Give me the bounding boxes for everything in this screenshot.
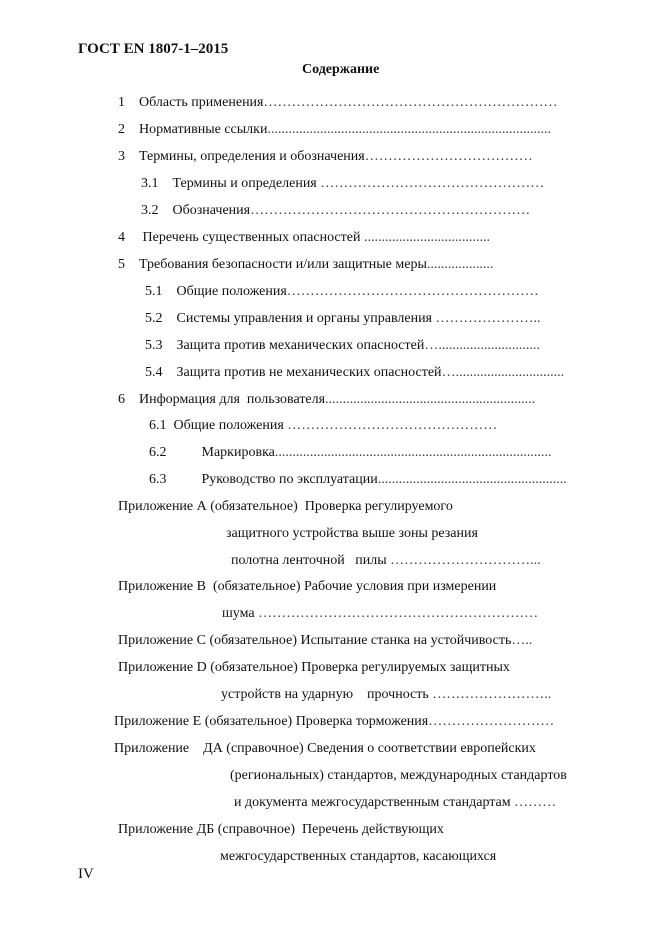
toc-leader: ….. [511, 633, 533, 648]
toc-entry[interactable] [118, 393, 535, 407]
toc-entry-text: 5 Требования безопасности и/или защитные меры [118, 257, 427, 272]
toc-entry[interactable] [226, 527, 478, 541]
toc-entry[interactable] [145, 366, 564, 380]
toc-leader: ................... [426, 257, 494, 272]
toc-leader: ............................................................................... [274, 445, 552, 460]
toc-leader: …………………………... [386, 553, 541, 568]
toc-entry[interactable] [118, 580, 496, 594]
toc-leader: …………………………………………………… [254, 606, 539, 621]
toc-entry-text: Приложение А (обязательное) Проверка регулируемого [118, 499, 453, 514]
toc-entry[interactable] [222, 607, 538, 621]
toc-leader: .................................... [360, 230, 490, 245]
toc-entry[interactable] [149, 446, 551, 460]
toc-entry-text: полотна ленточной пилы [231, 553, 387, 568]
toc-entry[interactable] [231, 554, 541, 568]
toc-entry-text: межгосударственных стандартов, касающихся [220, 849, 497, 864]
toc-entry[interactable] [230, 769, 567, 783]
toc-entry-text: 5.4 Защита против не механических опасностей [145, 365, 442, 380]
toc-entry[interactable] [118, 823, 444, 837]
toc-entry[interactable] [118, 150, 533, 164]
toc-entry-text: 5.3 Защита против механических опасностей [145, 338, 425, 353]
toc-leader: ………………………………………… [316, 176, 545, 191]
toc-entry[interactable] [114, 715, 554, 729]
toc-leader: ……… [510, 795, 557, 810]
toc-entry-text: 6 Информация для пользователя [118, 392, 326, 407]
toc-entry-text: 3.2 Обозначения [141, 203, 251, 218]
toc-leader: ……………………………………………………… [263, 95, 558, 110]
toc-entry-text: Приложение D (обязательное) Проверка регулируемых защитных [118, 660, 510, 675]
toc-leader: ............................................................ [325, 392, 536, 407]
toc-entry-text: 4 Перечень существенных опасностей [118, 230, 361, 245]
toc-entry-text: 6.1 Общие положения [149, 418, 284, 433]
toc-entry-text: Приложение В (обязательное) Рабочие условия при измерении [118, 579, 497, 594]
toc-entry[interactable] [114, 742, 536, 756]
toc-leader: …………………………………………………… [250, 203, 531, 218]
toc-entry[interactable] [118, 258, 493, 272]
toc-entry-text: защитного устройства выше зоны резания [226, 526, 478, 541]
toc-entry-text: 5.2 Системы управления и органы управления [145, 311, 432, 326]
page-number: IV [78, 866, 94, 882]
toc-entry-text: Приложение ДА (справочное) Сведения о соответствии европейских [114, 741, 536, 756]
toc-entry[interactable] [141, 204, 530, 218]
toc-entry-text: Приложение С (обязательное) Испытание станка на устойчивость [118, 633, 512, 648]
toc-entry-text: 3.1 Термины и определения [141, 176, 317, 191]
toc-entry[interactable] [118, 500, 453, 514]
toc-leader: ……………………………………………… [286, 284, 539, 299]
toc-entry[interactable] [141, 177, 544, 191]
toc-leader: …………………….. [428, 687, 552, 702]
toc-entry[interactable] [221, 688, 551, 702]
toc-entry-text: 2 Нормативные ссылки [118, 122, 268, 137]
toc-leader: ……………………………………… [283, 418, 498, 433]
toc-entry-text: 6.2 Маркировка [149, 445, 275, 460]
toc-leader: ................................................................................. [267, 122, 551, 137]
toc-entry[interactable] [220, 850, 496, 864]
toc-leader: ……………………………… [364, 149, 533, 164]
toc-leader: …............................. [424, 338, 540, 353]
toc-entry-text: 1 Область применения [118, 95, 264, 110]
toc-leader: ……………………… [428, 714, 555, 729]
toc-entry[interactable] [118, 96, 558, 110]
toc-leader: ………………….. [432, 311, 541, 326]
toc-entry-text: (региональных) стандартов, международных стандартов [230, 768, 567, 783]
toc-entry-text: 5.1 Общие положения [145, 284, 287, 299]
toc-leader: …............................... [441, 365, 565, 380]
toc-entry[interactable] [145, 285, 539, 299]
toc-leader: ...................................................... [377, 472, 567, 487]
toc-entry-text: и документа межгосударственным стандартам [234, 795, 511, 810]
toc-entry-text: шума [222, 606, 255, 621]
toc-entry-text: 6.3 Руководство по эксплуатации [149, 472, 378, 487]
toc-entry-text: Приложение Е (обязательное) Проверка торможения [114, 714, 429, 729]
toc-entry[interactable] [149, 473, 567, 487]
toc-entry[interactable] [118, 231, 490, 245]
toc-entry-text: 3 Термины, определения и обозначения [118, 149, 365, 164]
standard-designation: ГОСТ EN 1807-1–2015 [78, 41, 229, 57]
toc-entry[interactable] [145, 312, 541, 326]
toc-entry[interactable] [118, 123, 551, 137]
page-title: Содержание [302, 62, 380, 77]
toc-entry[interactable] [118, 661, 510, 675]
toc-entry[interactable] [234, 796, 556, 810]
toc-entry[interactable] [118, 634, 532, 648]
toc-entry[interactable] [149, 419, 497, 433]
toc-entry-text: устройств на ударную прочность [221, 687, 429, 702]
toc-entry-text: Приложение ДБ (справочное) Перечень действующих [118, 822, 444, 837]
toc-entry[interactable] [145, 339, 540, 353]
